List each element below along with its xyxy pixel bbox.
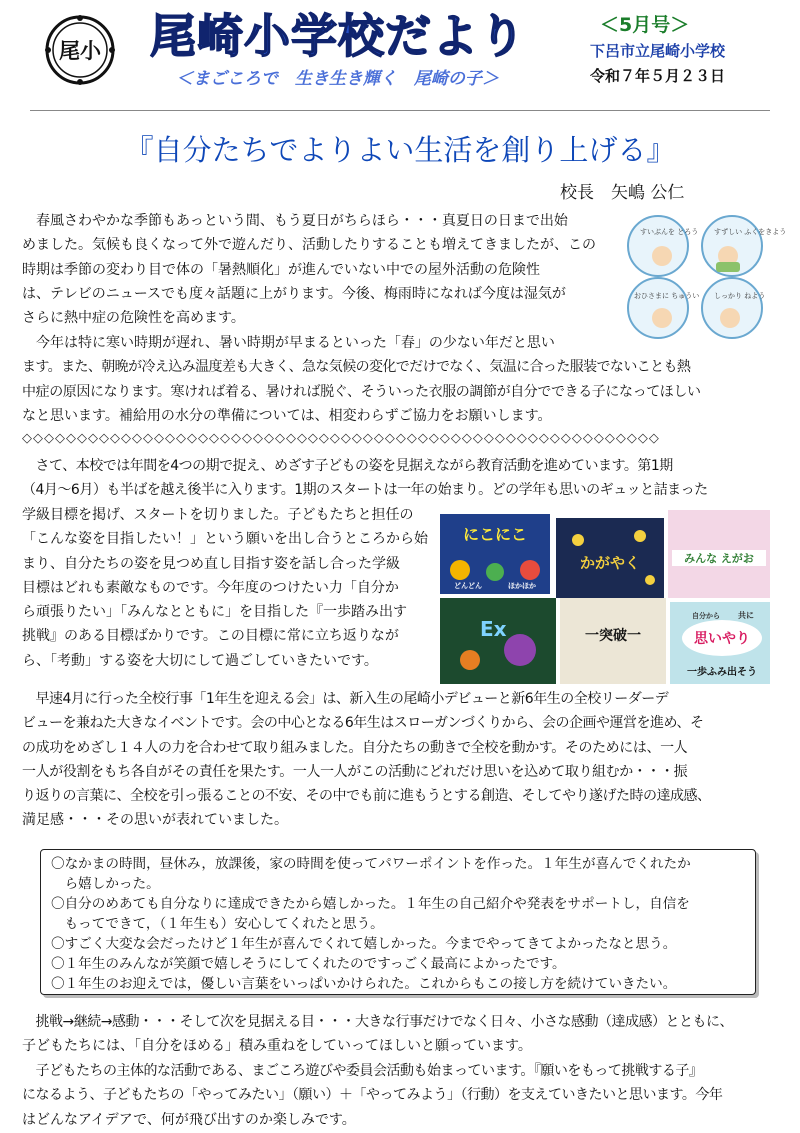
text-line: 子どもたちの主体的な活動である、まごころ遊びや委員会活動も始まっています。『願いをもって挑戦する子』: [22, 1063, 703, 1079]
text-line: なと思います。補給用の水分の準備については、相変わらずご協力をお願いします。: [22, 407, 552, 424]
photo-6-title: 思いやり: [694, 631, 750, 647]
text-line: 今年は特に寒い時期が遅れ、暑い時期が早まるといった「春」の少ない年だと思い: [22, 335, 555, 351]
comment-line: 〇１年生のお迎えでは，優しい言葉をいっぱいかけられた。これからもこの接し方を続けていきたい。: [51, 976, 677, 992]
text-line: 挑戦→継続→感動・・・そして次を見据える目・・・大きな行事だけでなく日々、小さな感動（達成感）とともに、: [22, 1014, 733, 1030]
comment-line: 〇１年生のみんなが笑顔で嬉しそうにしてくれたのですっごく最高によかったです。: [51, 956, 566, 972]
text-line: の成功をめざし１４人の力を合わせて取り組みました。自分たちの動きで全校を動かす。そのためには、一人: [22, 739, 688, 756]
photo-1-sub1: どんどん: [454, 582, 482, 590]
text-line: 早速4月に行った全校行事「1年生を迎える会」は、新入生の尾崎小デビューと新6年生の全校リーダーデ: [22, 691, 669, 707]
article-headline: 『自分たちでよりよい生活を創り上げる』: [124, 133, 676, 167]
issue-label: ＜5月号＞: [600, 14, 690, 36]
school-name: 下呂市立尾崎小学校: [590, 42, 726, 60]
text-line: 満足感・・・その思いが表れていました。: [22, 812, 288, 829]
paragraph-2: [22, 331, 701, 428]
comment-line: 〇自分のめあても自分なりに達成できたから嬉しかった。１年生の自己紹介や発表をサポートし，自信を: [51, 896, 690, 912]
comment-line: もってできて，（１年生も）安心してくれたと思う。: [51, 916, 384, 932]
header-divider: [30, 110, 770, 111]
photo-class-4: [440, 598, 556, 684]
issue-date: 令和７年５月２３日: [590, 67, 726, 85]
tip-sun-label: おひさまに ちゅうい: [634, 292, 700, 300]
heatstroke-tips-illustration: [620, 212, 787, 342]
text-line: ビューを兼ねた大きなイベントです。会の中心となる6年生はスローガンづくりから、会の企画や運営を進め、そ: [22, 715, 704, 732]
paragraph-6: [22, 1010, 733, 1059]
tip-water-label: すいぶんを とろう: [640, 228, 699, 236]
paragraph-3: [22, 454, 708, 503]
text-line: ます。また、朝晩が冷え込み温度差も大きく、急な気候の変化でだけでなく、気温に合った服装でないことも熱: [22, 359, 691, 376]
photo-1-sub2: ほかほか: [508, 582, 536, 590]
text-line: 一人が役割をもち各自がその責任を果たす。一人一人がこの活動にどれだけ思いを込めて取り組むか・・・振: [22, 763, 688, 780]
photo-6-top1: 自分から: [692, 612, 720, 620]
student-comments-box: [40, 849, 756, 995]
section-divider: ◇◇◇◇◇◇◇◇◇◇◇◇◇◇◇◇◇◇◇◇◇◇◇◇◇◇◇◇◇◇◇◇◇◇◇◇◇◇◇◇◇◇◇◇◇◇◇◇◇◇◇◇◇◇◇◇◇◇: [22, 431, 660, 446]
text-line: 「こんな姿を目指したい！」という願いを出し合うところから始: [22, 531, 428, 548]
text-line: 春風さわやかな季節もあっという間、もう夏日がちらほら・・・真夏日の日まで出始: [22, 213, 568, 229]
photo-6-bottom: 一歩ふみ出そう: [687, 667, 757, 678]
text-line: 時期は季節の変わり目で体の「暑熱順化」が進んでいない中での屋外活動の危険性: [22, 261, 540, 278]
text-line: になるよう、子どもたちの「やってみたい」（願い）＋「やってみよう」（行動）を支えていきたいと思います。今年: [22, 1087, 723, 1104]
text-line: 子どもたちには、「自分をほめる」積み重ねをしていってほしいと願っています。: [22, 1038, 532, 1055]
text-line: まり、自分たちの姿を見つめ直し目指す姿を話し合った学級: [22, 555, 400, 572]
text-line: り返りの言葉に、全校を引っ張ることの不安、その中でも前に進もうとする創造、そしてやり遂げた時の達成感、: [22, 788, 711, 805]
paragraph-1: [22, 209, 596, 330]
text-line: 挑戦』のある目標ばかりです。この目標に常に立ち返りなが: [22, 628, 399, 645]
article-author: 校長 矢嶋 公仁: [560, 183, 685, 203]
text-line: はどんなアイデアで、何が飛び出すのか楽しみです。: [22, 1111, 356, 1128]
school-motto: ＜まごころで 生き生き輝く 尾崎の子＞: [176, 69, 499, 89]
photo-3-title: みんな えがお: [684, 552, 754, 565]
school-emblem-icon: [44, 14, 116, 86]
student-comments-list: [41, 850, 755, 994]
newsletter-title: 尾崎小学校だより: [150, 9, 526, 63]
photo-5-title: 一突破一: [585, 628, 641, 644]
text-line: めました。気候も良くなって外で遊んだり、活動したりすることも増えてきましたが、この: [22, 237, 596, 254]
comment-line: ら嬉しかった。: [51, 876, 160, 892]
paragraph-7: [22, 1059, 722, 1132]
text-line: さて、本校では年間を4つの期で捉え、めざす子どもの姿を見据えながら教育活動を進めています。第1期: [22, 458, 673, 474]
text-line: （4月～6月）も半ばを越え後半に入ります。1期のスタートは一年の始まり。どの学年も思いのギュッと詰まった: [22, 482, 708, 499]
text-line: ら頑張りたい」「みんなとともに」を目指した『一歩踏み出す: [22, 604, 407, 621]
photo-6-top2: 共に: [738, 611, 754, 620]
text-line: 中症の原因になります。寒ければ着る、暑ければ脱ぐ、そういった衣服の調節が自分でできる子になってほしい: [22, 383, 701, 400]
tip-sleep-label: しっかり ねよう: [714, 292, 766, 300]
class-goals-photos: [440, 510, 770, 685]
photo-1-title: にこにこ: [462, 525, 528, 544]
photo-4-title: Ex: [480, 617, 507, 641]
photo-2-title: かがやく: [579, 554, 641, 572]
tip-clothes-label: すずしい ふくをきよう: [714, 228, 787, 236]
paragraph-5: [22, 687, 711, 833]
text-line: 学級目標を掲げ、スタートを切りました。子どもたちと担任の: [22, 507, 414, 523]
text-line: ら、「考動」する姿を大切にして過ごしていきたいです。: [22, 652, 378, 669]
comment-line: 〇なかまの時間，昼休み，放課後，家の時間を使ってパワーポイントを作った。１年生が喜んでくれたか: [51, 856, 691, 872]
text-line: は、テレビのニュースでも度々話題に上がります。今後、梅雨時になれば今度は湿気が: [22, 285, 566, 302]
comment-line: 〇すごく大変な会だったけど１年生が喜んでくれて嬉しかった。今までやってきてよかったなと思う。: [51, 936, 677, 952]
text-line: さらに熱中症の危険性を高めます。: [22, 310, 245, 327]
paragraph-4: [22, 503, 428, 673]
text-line: 目標はどれも素敵なものです。今年度のつけたい力「自分か: [22, 579, 399, 596]
emblem-text: 尾小: [59, 39, 101, 63]
